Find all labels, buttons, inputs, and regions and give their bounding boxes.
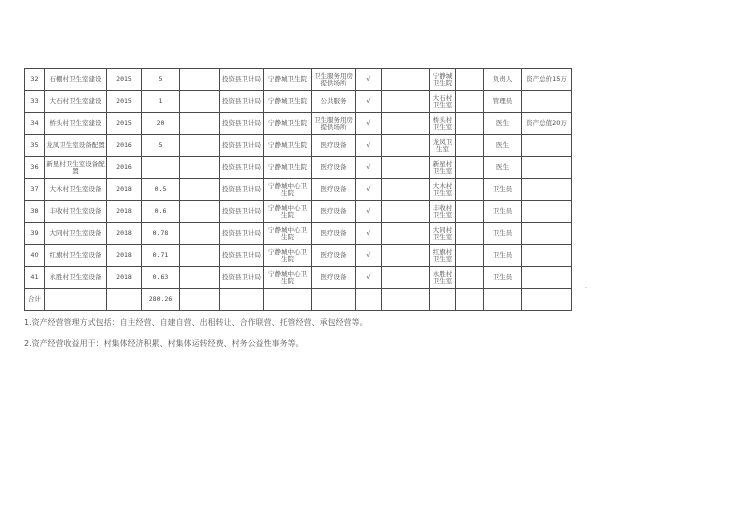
cell-blank [382, 69, 430, 91]
cell-usage: 医疗设备 [312, 201, 356, 223]
cell-blank [382, 223, 430, 245]
cell-project-name: 红旗村卫生室设备 [45, 245, 107, 267]
cell-department: 投资县卫计局 [220, 245, 264, 267]
footnote-2: 2.资产经营收益用于：村集体经济积累、村集体运转经费、村务公益性事务等。 [24, 339, 304, 348]
cell-year: 2018 [107, 245, 142, 267]
cell-blank [382, 157, 430, 179]
cell-department: 投资县卫计局 [220, 267, 264, 289]
cell-blank [180, 157, 220, 179]
cell-blank [180, 135, 220, 157]
cell-manager: 卫生员 [484, 245, 522, 267]
cell-remark [522, 201, 572, 223]
cell-income [456, 245, 484, 267]
cell-blank [180, 91, 220, 113]
cell-holder: 永胜村卫生室 [430, 267, 456, 289]
cell-owner: 宁静城中心卫生院 [264, 179, 312, 201]
cell-owner: 宁静城中心卫生院 [264, 267, 312, 289]
cell-row-number: 32 [25, 69, 45, 91]
cell-department: 投资县卫计局 [220, 201, 264, 223]
cell-holder: 宁静城卫生院 [430, 69, 456, 91]
table-row [25, 91, 572, 113]
cell-blank [180, 267, 220, 289]
cell-blank [180, 69, 220, 91]
cell-remark [522, 245, 572, 267]
cell-owner: 宁静城中心卫生院 [264, 245, 312, 267]
cell-manager: 负责人 [484, 69, 522, 91]
cell-remark [522, 267, 572, 289]
cell-usage: 卫生服务用房提供场所 [312, 113, 356, 135]
cell-year: 2016 [107, 157, 142, 179]
cell-department: 投资县卫计局 [220, 113, 264, 135]
cell-department: 投资县卫计局 [220, 135, 264, 157]
cell-checkmark: √ [356, 179, 382, 201]
total-row [25, 289, 572, 311]
cell-amount [142, 157, 180, 179]
cell-row-number: 38 [25, 201, 45, 223]
cell-remark [522, 157, 572, 179]
cell-checkmark: √ [356, 157, 382, 179]
cell-holder: 龙凤卫生室 [430, 135, 456, 157]
cell-checkmark: √ [356, 113, 382, 135]
cell-amount: 5 [142, 69, 180, 91]
cell-owner: 宁静城卫生院 [264, 135, 312, 157]
cell-amount: 0.5 [142, 179, 180, 201]
cell-department: 投资县卫计局 [220, 69, 264, 91]
table-body [25, 69, 572, 289]
cell-manager: 卫生员 [484, 223, 522, 245]
cell-holder: 红旗村卫生室 [430, 245, 456, 267]
cell-checkmark: √ [356, 223, 382, 245]
cell-checkmark: √ [356, 267, 382, 289]
cell-income [456, 223, 484, 245]
cell-owner: 宁静城卫生院 [264, 69, 312, 91]
cell-year: 2018 [107, 179, 142, 201]
cell-row-number: 41 [25, 267, 45, 289]
cell-income [456, 69, 484, 91]
cell-year: 2015 [107, 91, 142, 113]
cell-department: 投资县卫计局 [220, 91, 264, 113]
cell-remark: 资产总值20万 [522, 113, 572, 135]
cell-remark: 资产总价15万 [522, 69, 572, 91]
cell-manager: 卫生员 [484, 179, 522, 201]
cell-row-number: 36 [25, 157, 45, 179]
cell-project-name: 大木村卫生室设备 [45, 179, 107, 201]
cell-usage: 医疗设备 [312, 245, 356, 267]
cell-holder: 大同村卫生室 [430, 223, 456, 245]
cell-blank [180, 113, 220, 135]
cell-usage: 医疗设备 [312, 135, 356, 157]
cell-income [456, 157, 484, 179]
cell-manager: 管理员 [484, 91, 522, 113]
cell-usage: 公共服务 [312, 91, 356, 113]
cell-row-number: 33 [25, 91, 45, 113]
cell-blank [382, 201, 430, 223]
cell-amount: 1 [142, 91, 180, 113]
cell-blank [180, 179, 220, 201]
cell-department: 投资县卫计局 [220, 223, 264, 245]
cell-department: 投资县卫计局 [220, 157, 264, 179]
cell-income [456, 201, 484, 223]
cell-row-number: 35 [25, 135, 45, 157]
cell-row-number: 39 [25, 223, 45, 245]
cell-checkmark: √ [356, 245, 382, 267]
cell-blank [382, 135, 430, 157]
cell-amount: 0.78 [142, 223, 180, 245]
cell-project-name: 永胜村卫生室设备 [45, 267, 107, 289]
cell-blank [382, 113, 430, 135]
cell-department: 投资县卫计局 [220, 179, 264, 201]
table-row [25, 201, 572, 223]
stray-mark: · [585, 285, 587, 292]
cell-project-name: 丰收村卫生室设备 [45, 201, 107, 223]
cell-year: 2015 [107, 69, 142, 91]
cell-year: 2016 [107, 135, 142, 157]
cell-income [456, 179, 484, 201]
cell-amount: 5 [142, 135, 180, 157]
footnote-1: 1.资产经营管理方式包括：自主经营、自建自营、出租转让、合作联营、托管经营、承包经营等。 [24, 318, 368, 327]
cell-project-name: 石棚村卫生室建设 [45, 69, 107, 91]
cell-amount: 20 [142, 113, 180, 135]
table-row [25, 267, 572, 289]
table-row [25, 157, 572, 179]
cell-project-name: 大同村卫生室设备 [45, 223, 107, 245]
table-row [25, 245, 572, 267]
cell-remark [522, 223, 572, 245]
cell-manager: 卫生员 [484, 267, 522, 289]
cell-manager: 医生 [484, 113, 522, 135]
cell-amount: 0.63 [142, 267, 180, 289]
cell-checkmark: √ [356, 69, 382, 91]
cell-blank [382, 179, 430, 201]
asset-table [24, 68, 572, 311]
cell-remark [522, 179, 572, 201]
table-row [25, 135, 572, 157]
cell-year: 2018 [107, 267, 142, 289]
cell-blank [180, 223, 220, 245]
cell-remark [522, 91, 572, 113]
cell-row-number: 40 [25, 245, 45, 267]
cell-holder: 桥头村卫生室 [430, 113, 456, 135]
cell-project-name: 新星村卫生室设备配置 [45, 157, 107, 179]
cell-owner: 宁静城中心卫生院 [264, 201, 312, 223]
cell-income [456, 91, 484, 113]
cell-usage: 医疗设备 [312, 223, 356, 245]
cell-holder: 大石村卫生室 [430, 91, 456, 113]
cell-income [456, 113, 484, 135]
cell-owner: 宁静城中心卫生院 [264, 223, 312, 245]
cell-holder: 丰收村卫生室 [430, 201, 456, 223]
cell-usage: 医疗设备 [312, 157, 356, 179]
cell-year: 2018 [107, 201, 142, 223]
cell-project-name: 大石村卫生室建设 [45, 91, 107, 113]
cell-blank [382, 245, 430, 267]
footnotes [24, 318, 368, 360]
cell-usage: 医疗设备 [312, 179, 356, 201]
cell-manager: 医生 [484, 135, 522, 157]
cell-year: 2015 [107, 113, 142, 135]
cell-blank [180, 245, 220, 267]
cell-row-number: 37 [25, 179, 45, 201]
cell-project-name: 桥头村卫生室建设 [45, 113, 107, 135]
cell-blank [382, 267, 430, 289]
cell-row-number: 34 [25, 113, 45, 135]
cell-income [456, 267, 484, 289]
cell-checkmark: √ [356, 201, 382, 223]
total-label: 合计 [25, 289, 45, 311]
cell-year: 2018 [107, 223, 142, 245]
cell-manager: 医生 [484, 157, 522, 179]
total-amount: 280.26 [142, 289, 180, 311]
table-row [25, 69, 572, 91]
cell-blank [382, 91, 430, 113]
cell-income [456, 135, 484, 157]
cell-owner: 宁静城卫生院 [264, 113, 312, 135]
cell-usage: 医疗设备 [312, 267, 356, 289]
cell-holder: 大木村卫生室 [430, 179, 456, 201]
cell-holder: 新星村卫生室 [430, 157, 456, 179]
cell-manager: 卫生员 [484, 201, 522, 223]
cell-checkmark: √ [356, 91, 382, 113]
cell-amount: 0.6 [142, 201, 180, 223]
table-row [25, 223, 572, 245]
cell-usage: 卫生服务用房提供场所 [312, 69, 356, 91]
cell-blank [180, 201, 220, 223]
table-row [25, 113, 572, 135]
cell-amount: 0.71 [142, 245, 180, 267]
cell-owner: 宁静城卫生院 [264, 91, 312, 113]
cell-remark [522, 135, 572, 157]
cell-project-name: 龙凤卫生室设备配置 [45, 135, 107, 157]
cell-checkmark: √ [356, 135, 382, 157]
cell-owner: 宁静城卫生院 [264, 157, 312, 179]
table-row [25, 179, 572, 201]
